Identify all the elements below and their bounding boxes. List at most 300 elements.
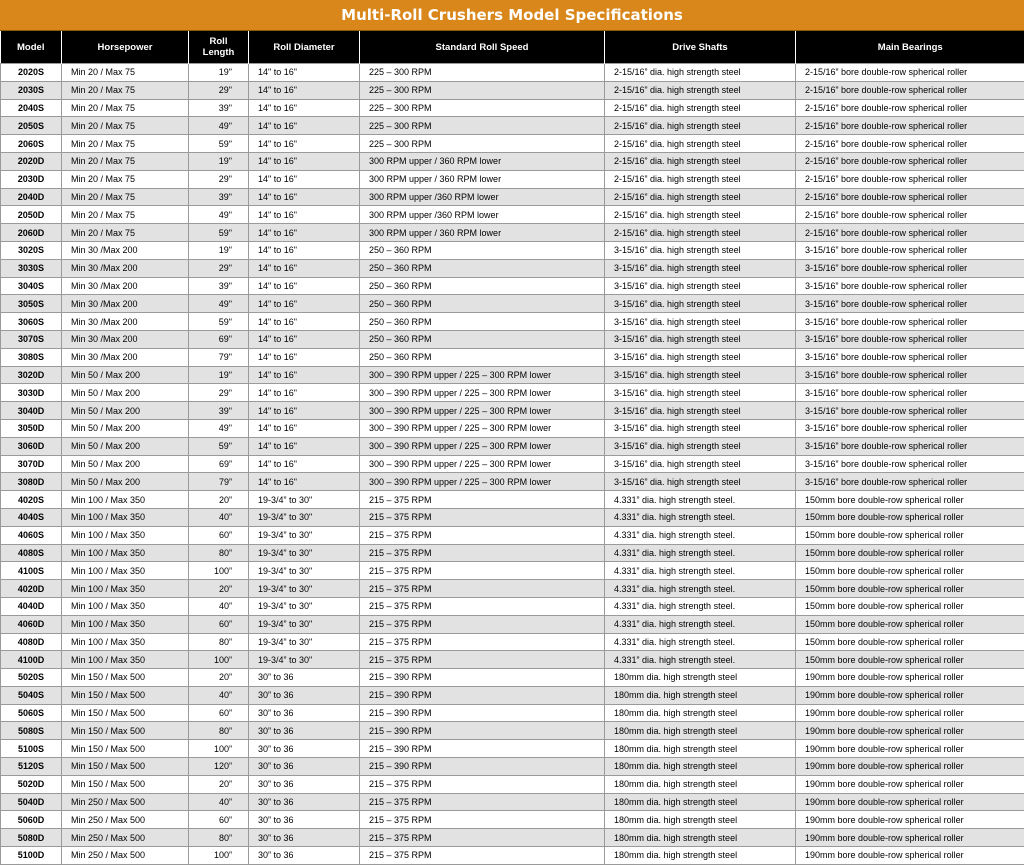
cell-roll-length: 29" [189,259,249,277]
cell-horsepower: Min 150 / Max 500 [62,740,189,758]
cell-roll-speed: 250 – 360 RPM [360,313,605,331]
table-row [1,295,1024,313]
cell-roll-diameter: 19-3/4” to 30" [249,615,360,633]
cell-roll-length: 19" [189,241,249,259]
cell-roll-speed: 250 – 360 RPM [360,277,605,295]
cell-model: 4060S [1,526,62,544]
cell-main-bearings: 190mm bore double-row spherical roller [796,793,1024,811]
cell-main-bearings: 190mm bore double-row spherical roller [796,704,1024,722]
cell-main-bearings: 150mm bore double-row spherical roller [796,526,1024,544]
cell-main-bearings: 3-15/16” bore double-row spherical roller [796,241,1024,259]
cell-horsepower: Min 150 / Max 500 [62,686,189,704]
cell-model: 2050D [1,206,62,224]
cell-roll-diameter: 19-3/4” to 30" [249,526,360,544]
cell-model: 3070D [1,455,62,473]
cell-model: 3020D [1,366,62,384]
column-header-model: Model [1,31,62,64]
cell-horsepower: Min 100 / Max 350 [62,544,189,562]
cell-model: 4060D [1,615,62,633]
page-title: Multi-Roll Crushers Model Specifications [0,0,1024,31]
cell-roll-speed: 300 – 390 RPM upper / 225 – 300 RPM lower [360,384,605,402]
cell-main-bearings: 150mm bore double-row spherical roller [796,544,1024,562]
column-header-drive-shafts: Drive Shafts [605,31,796,64]
cell-roll-speed: 250 – 360 RPM [360,295,605,313]
cell-roll-length: 19" [189,152,249,170]
cell-roll-speed: 300 – 390 RPM upper / 225 – 300 RPM lower [360,366,605,384]
cell-roll-speed: 300 RPM upper / 360 RPM lower [360,170,605,188]
cell-model: 5040S [1,686,62,704]
cell-drive-shafts: 3-15/16” dia. high strength steel [605,259,796,277]
cell-model: 5040D [1,793,62,811]
cell-roll-length: 19" [189,64,249,82]
cell-model: 5060S [1,704,62,722]
cell-roll-diameter: 14" to 16" [249,224,360,242]
cell-roll-speed: 300 – 390 RPM upper / 225 – 300 RPM lower [360,473,605,491]
cell-roll-length: 80” [189,829,249,847]
column-header-roll-diameter: Roll Diameter [249,31,360,64]
spec-table [0,31,1024,865]
cell-roll-speed: 215 – 390 RPM [360,686,605,704]
cell-roll-length: 39" [189,188,249,206]
cell-roll-diameter: 30” to 36 [249,847,360,865]
cell-model: 5080S [1,722,62,740]
table-row [1,615,1024,633]
header-row [1,31,1024,64]
spec-table-body [1,64,1024,865]
table-row [1,384,1024,402]
cell-roll-speed: 215 – 375 RPM [360,526,605,544]
cell-roll-length: 80” [189,722,249,740]
cell-horsepower: Min 100 / Max 350 [62,615,189,633]
cell-roll-diameter: 19-3/4” to 30" [249,562,360,580]
cell-roll-diameter: 19-3/4” to 30" [249,508,360,526]
cell-roll-speed: 300 RPM upper / 360 RPM lower [360,152,605,170]
table-row [1,224,1024,242]
cell-drive-shafts: 3-15/16” dia. high strength steel [605,384,796,402]
cell-roll-length: 60” [189,704,249,722]
cell-horsepower: Min 100 / Max 350 [62,526,189,544]
cell-roll-diameter: 19-3/4” to 30" [249,544,360,562]
table-row [1,366,1024,384]
cell-drive-shafts: 180mm dia. high strength steel [605,686,796,704]
cell-roll-length: 29" [189,384,249,402]
cell-roll-length: 40” [189,597,249,615]
column-header-main-bearings: Main Bearings [796,31,1024,64]
cell-roll-diameter: 19-3/4” to 30" [249,651,360,669]
cell-horsepower: Min 100 / Max 350 [62,597,189,615]
cell-drive-shafts: 4.331” dia. high strength steel. [605,597,796,615]
cell-horsepower: Min 250 / Max 500 [62,847,189,865]
cell-roll-length: 49" [189,117,249,135]
cell-roll-speed: 215 – 390 RPM [360,722,605,740]
cell-roll-diameter: 19-3/4” to 30" [249,491,360,509]
cell-drive-shafts: 4.331” dia. high strength steel. [605,544,796,562]
cell-horsepower: Min 50 / Max 200 [62,437,189,455]
cell-horsepower: Min 250 / Max 500 [62,793,189,811]
cell-roll-diameter: 14" to 16" [249,419,360,437]
cell-roll-speed: 300 RPM upper /360 RPM lower [360,188,605,206]
cell-model: 5060D [1,811,62,829]
cell-model: 2020D [1,152,62,170]
cell-horsepower: Min 100 / Max 350 [62,491,189,509]
cell-model: 2030S [1,81,62,99]
cell-model: 5100D [1,847,62,865]
cell-drive-shafts: 2-15/16” dia. high strength steel [605,206,796,224]
cell-horsepower: Min 20 / Max 75 [62,135,189,153]
cell-roll-speed: 225 – 300 RPM [360,99,605,117]
cell-main-bearings: 3-15/16” bore double-row spherical roller [796,330,1024,348]
cell-roll-speed: 225 – 300 RPM [360,81,605,99]
cell-horsepower: Min 150 / Max 500 [62,758,189,776]
cell-roll-speed: 300 RPM upper / 360 RPM lower [360,224,605,242]
cell-roll-speed: 250 – 360 RPM [360,330,605,348]
cell-model: 5020D [1,775,62,793]
table-row [1,348,1024,366]
cell-roll-speed: 215 – 375 RPM [360,811,605,829]
cell-model: 2060D [1,224,62,242]
cell-roll-length: 49" [189,206,249,224]
cell-roll-length: 59" [189,135,249,153]
cell-roll-diameter: 14" to 16" [249,152,360,170]
cell-roll-diameter: 14" to 16" [249,437,360,455]
cell-main-bearings: 3-15/16” bore double-row spherical roller [796,366,1024,384]
cell-roll-length: 80” [189,633,249,651]
cell-drive-shafts: 4.331” dia. high strength steel. [605,580,796,598]
cell-main-bearings: 3-15/16” bore double-row spherical roller [796,295,1024,313]
cell-roll-diameter: 19-3/4” to 30" [249,633,360,651]
cell-horsepower: Min 50 / Max 200 [62,402,189,420]
cell-roll-speed: 225 – 300 RPM [360,117,605,135]
cell-roll-speed: 215 – 375 RPM [360,615,605,633]
cell-drive-shafts: 3-15/16” dia. high strength steel [605,473,796,491]
cell-horsepower: Min 50 / Max 200 [62,384,189,402]
cell-roll-diameter: 30” to 36 [249,775,360,793]
table-row [1,704,1024,722]
cell-model: 3070S [1,330,62,348]
cell-main-bearings: 190mm bore double-row spherical roller [796,722,1024,740]
column-header-standard-roll-speed: Standard Roll Speed [360,31,605,64]
cell-roll-speed: 215 – 375 RPM [360,508,605,526]
cell-main-bearings: 2-15/16” bore double-row spherical roller [796,81,1024,99]
cell-horsepower: Min 30 /Max 200 [62,330,189,348]
cell-roll-speed: 215 – 390 RPM [360,758,605,776]
cell-main-bearings: 150mm bore double-row spherical roller [796,651,1024,669]
cell-model: 4100S [1,562,62,580]
cell-model: 4040D [1,597,62,615]
cell-model: 3080S [1,348,62,366]
cell-roll-length: 59" [189,313,249,331]
cell-roll-speed: 215 – 375 RPM [360,491,605,509]
cell-main-bearings: 3-15/16” bore double-row spherical roller [796,277,1024,295]
cell-roll-length: 20” [189,669,249,687]
cell-horsepower: Min 100 / Max 350 [62,562,189,580]
cell-roll-length: 39" [189,99,249,117]
table-row [1,562,1024,580]
cell-roll-diameter: 14" to 16" [249,206,360,224]
cell-roll-speed: 215 – 390 RPM [360,704,605,722]
column-header-roll-length: Roll Length [189,31,249,64]
cell-roll-length: 69" [189,330,249,348]
cell-roll-diameter: 30” to 36 [249,704,360,722]
table-row [1,758,1024,776]
table-row [1,847,1024,865]
table-row [1,811,1024,829]
cell-model: 2050S [1,117,62,135]
cell-main-bearings: 190mm bore double-row spherical roller [796,829,1024,847]
cell-horsepower: Min 30 /Max 200 [62,313,189,331]
cell-roll-length: 60” [189,615,249,633]
cell-main-bearings: 3-15/16” bore double-row spherical roller [796,348,1024,366]
cell-horsepower: Min 250 / Max 500 [62,829,189,847]
table-row [1,829,1024,847]
cell-roll-diameter: 14" to 16" [249,135,360,153]
cell-roll-speed: 215 – 375 RPM [360,775,605,793]
cell-horsepower: Min 20 / Max 75 [62,224,189,242]
cell-roll-diameter: 14" to 16" [249,188,360,206]
cell-horsepower: Min 150 / Max 500 [62,704,189,722]
cell-roll-length: 49" [189,295,249,313]
cell-roll-length: 29" [189,170,249,188]
cell-main-bearings: 2-15/16” bore double-row spherical roller [796,188,1024,206]
table-row [1,313,1024,331]
cell-roll-diameter: 30” to 36 [249,793,360,811]
cell-roll-diameter: 14" to 16" [249,402,360,420]
cell-model: 3060S [1,313,62,331]
cell-drive-shafts: 3-15/16” dia. high strength steel [605,313,796,331]
cell-drive-shafts: 180mm dia. high strength steel [605,669,796,687]
cell-drive-shafts: 3-15/16” dia. high strength steel [605,241,796,259]
table-row [1,455,1024,473]
cell-roll-diameter: 14" to 16" [249,473,360,491]
cell-roll-speed: 300 – 390 RPM upper / 225 – 300 RPM lower [360,402,605,420]
cell-drive-shafts: 3-15/16” dia. high strength steel [605,455,796,473]
cell-main-bearings: 3-15/16” bore double-row spherical roller [796,313,1024,331]
cell-roll-diameter: 14" to 16" [249,170,360,188]
table-row [1,508,1024,526]
cell-roll-diameter: 14" to 16" [249,259,360,277]
cell-roll-diameter: 19-3/4” to 30" [249,580,360,598]
cell-roll-diameter: 19-3/4” to 30" [249,597,360,615]
cell-roll-diameter: 14" to 16" [249,241,360,259]
table-row [1,117,1024,135]
cell-model: 2060S [1,135,62,153]
cell-roll-speed: 215 – 375 RPM [360,544,605,562]
cell-drive-shafts: 4.331” dia. high strength steel. [605,526,796,544]
cell-horsepower: Min 100 / Max 350 [62,580,189,598]
cell-roll-diameter: 14" to 16" [249,366,360,384]
table-row [1,277,1024,295]
cell-drive-shafts: 4.331” dia. high strength steel. [605,615,796,633]
cell-roll-speed: 215 – 390 RPM [360,669,605,687]
cell-roll-speed: 300 RPM upper /360 RPM lower [360,206,605,224]
cell-roll-speed: 300 – 390 RPM upper / 225 – 300 RPM lower [360,437,605,455]
cell-main-bearings: 2-15/16” bore double-row spherical roller [796,206,1024,224]
cell-model: 5020S [1,669,62,687]
cell-model: 5100S [1,740,62,758]
cell-main-bearings: 190mm bore double-row spherical roller [796,686,1024,704]
cell-roll-length: 59" [189,437,249,455]
cell-roll-speed: 215 – 375 RPM [360,633,605,651]
cell-drive-shafts: 180mm dia. high strength steel [605,829,796,847]
table-row [1,651,1024,669]
cell-roll-speed: 300 – 390 RPM upper / 225 – 300 RPM lower [360,455,605,473]
cell-main-bearings: 190mm bore double-row spherical roller [796,669,1024,687]
cell-model: 2040S [1,99,62,117]
cell-drive-shafts: 180mm dia. high strength steel [605,722,796,740]
cell-roll-diameter: 30” to 36 [249,740,360,758]
cell-drive-shafts: 180mm dia. high strength steel [605,847,796,865]
cell-roll-diameter: 14" to 16" [249,99,360,117]
table-row [1,740,1024,758]
cell-roll-length: 20” [189,580,249,598]
cell-model: 4100D [1,651,62,669]
cell-roll-length: 59" [189,224,249,242]
cell-model: 3050S [1,295,62,313]
cell-roll-speed: 250 – 360 RPM [360,259,605,277]
column-header-horsepower: Horsepower [62,31,189,64]
cell-drive-shafts: 180mm dia. high strength steel [605,793,796,811]
table-row [1,330,1024,348]
cell-main-bearings: 190mm bore double-row spherical roller [796,847,1024,865]
cell-horsepower: Min 20 / Max 75 [62,206,189,224]
cell-horsepower: Min 30 /Max 200 [62,348,189,366]
cell-main-bearings: 3-15/16” bore double-row spherical roller [796,473,1024,491]
cell-horsepower: Min 150 / Max 500 [62,669,189,687]
cell-model: 4020S [1,491,62,509]
cell-main-bearings: 150mm bore double-row spherical roller [796,597,1024,615]
cell-model: 2030D [1,170,62,188]
table-row [1,402,1024,420]
cell-main-bearings: 2-15/16” bore double-row spherical roller [796,224,1024,242]
cell-roll-length: 40” [189,508,249,526]
cell-drive-shafts: 3-15/16” dia. high strength steel [605,366,796,384]
cell-drive-shafts: 2-15/16” dia. high strength steel [605,152,796,170]
cell-roll-speed: 250 – 360 RPM [360,348,605,366]
cell-roll-length: 40” [189,686,249,704]
cell-roll-diameter: 14" to 16" [249,117,360,135]
cell-horsepower: Min 30 /Max 200 [62,259,189,277]
cell-roll-length: 19" [189,366,249,384]
cell-roll-diameter: 30” to 36 [249,811,360,829]
cell-drive-shafts: 2-15/16” dia. high strength steel [605,99,796,117]
cell-horsepower: Min 30 /Max 200 [62,295,189,313]
cell-drive-shafts: 180mm dia. high strength steel [605,704,796,722]
cell-main-bearings: 3-15/16” bore double-row spherical roller [796,419,1024,437]
table-row [1,544,1024,562]
table-row [1,64,1024,82]
cell-roll-length: 120” [189,758,249,776]
table-row [1,775,1024,793]
cell-main-bearings: 190mm bore double-row spherical roller [796,775,1024,793]
cell-roll-diameter: 14" to 16" [249,313,360,331]
cell-model: 4040S [1,508,62,526]
cell-main-bearings: 2-15/16” bore double-row spherical roller [796,64,1024,82]
cell-model: 4020D [1,580,62,598]
cell-roll-length: 40” [189,793,249,811]
cell-roll-length: 100” [189,740,249,758]
cell-drive-shafts: 2-15/16” dia. high strength steel [605,188,796,206]
cell-drive-shafts: 2-15/16” dia. high strength steel [605,117,796,135]
cell-main-bearings: 190mm bore double-row spherical roller [796,758,1024,776]
cell-roll-length: 29" [189,81,249,99]
table-row [1,99,1024,117]
cell-main-bearings: 150mm bore double-row spherical roller [796,633,1024,651]
cell-main-bearings: 2-15/16” bore double-row spherical roller [796,117,1024,135]
table-row [1,259,1024,277]
cell-roll-length: 49" [189,419,249,437]
cell-roll-length: 79" [189,348,249,366]
cell-main-bearings: 150mm bore double-row spherical roller [796,580,1024,598]
cell-horsepower: Min 20 / Max 75 [62,170,189,188]
cell-horsepower: Min 30 /Max 200 [62,241,189,259]
cell-roll-diameter: 14" to 16" [249,81,360,99]
table-row [1,669,1024,687]
cell-model: 4080D [1,633,62,651]
cell-roll-length: 100” [189,562,249,580]
cell-main-bearings: 2-15/16” bore double-row spherical roller [796,99,1024,117]
table-row [1,170,1024,188]
cell-roll-diameter: 14" to 16" [249,348,360,366]
cell-main-bearings: 150mm bore double-row spherical roller [796,562,1024,580]
cell-roll-length: 39" [189,277,249,295]
cell-drive-shafts: 180mm dia. high strength steel [605,740,796,758]
table-row [1,419,1024,437]
cell-roll-speed: 250 – 360 RPM [360,241,605,259]
cell-roll-diameter: 14" to 16" [249,64,360,82]
cell-horsepower: Min 150 / Max 500 [62,775,189,793]
cell-model: 3030D [1,384,62,402]
cell-horsepower: Min 30 /Max 200 [62,277,189,295]
table-row [1,473,1024,491]
cell-drive-shafts: 4.331” dia. high strength steel. [605,651,796,669]
table-row [1,722,1024,740]
cell-model: 3050D [1,419,62,437]
cell-main-bearings: 150mm bore double-row spherical roller [796,615,1024,633]
cell-roll-length: 20” [189,491,249,509]
cell-horsepower: Min 50 / Max 200 [62,473,189,491]
cell-drive-shafts: 2-15/16” dia. high strength steel [605,224,796,242]
cell-roll-speed: 215 – 375 RPM [360,580,605,598]
cell-horsepower: Min 20 / Max 75 [62,188,189,206]
cell-main-bearings: 2-15/16” bore double-row spherical roller [796,152,1024,170]
cell-roll-speed: 300 – 390 RPM upper / 225 – 300 RPM lower [360,419,605,437]
table-row [1,81,1024,99]
cell-horsepower: Min 50 / Max 200 [62,455,189,473]
cell-horsepower: Min 20 / Max 75 [62,99,189,117]
cell-drive-shafts: 4.331” dia. high strength steel. [605,633,796,651]
cell-drive-shafts: 2-15/16” dia. high strength steel [605,81,796,99]
cell-main-bearings: 190mm bore double-row spherical roller [796,740,1024,758]
cell-drive-shafts: 3-15/16” dia. high strength steel [605,419,796,437]
cell-main-bearings: 150mm bore double-row spherical roller [796,491,1024,509]
cell-roll-diameter: 30” to 36 [249,758,360,776]
cell-drive-shafts: 4.331” dia. high strength steel. [605,491,796,509]
cell-horsepower: Min 20 / Max 75 [62,152,189,170]
cell-horsepower: Min 100 / Max 350 [62,633,189,651]
cell-roll-speed: 215 – 375 RPM [360,562,605,580]
table-row [1,686,1024,704]
table-row [1,491,1024,509]
cell-roll-speed: 215 – 375 RPM [360,847,605,865]
cell-main-bearings: 3-15/16” bore double-row spherical roller [796,437,1024,455]
cell-roll-length: 20” [189,775,249,793]
cell-drive-shafts: 4.331” dia. high strength steel. [605,562,796,580]
cell-main-bearings: 3-15/16” bore double-row spherical roller [796,384,1024,402]
cell-model: 3080D [1,473,62,491]
cell-drive-shafts: 3-15/16” dia. high strength steel [605,348,796,366]
cell-horsepower: Min 50 / Max 200 [62,419,189,437]
cell-drive-shafts: 2-15/16” dia. high strength steel [605,64,796,82]
